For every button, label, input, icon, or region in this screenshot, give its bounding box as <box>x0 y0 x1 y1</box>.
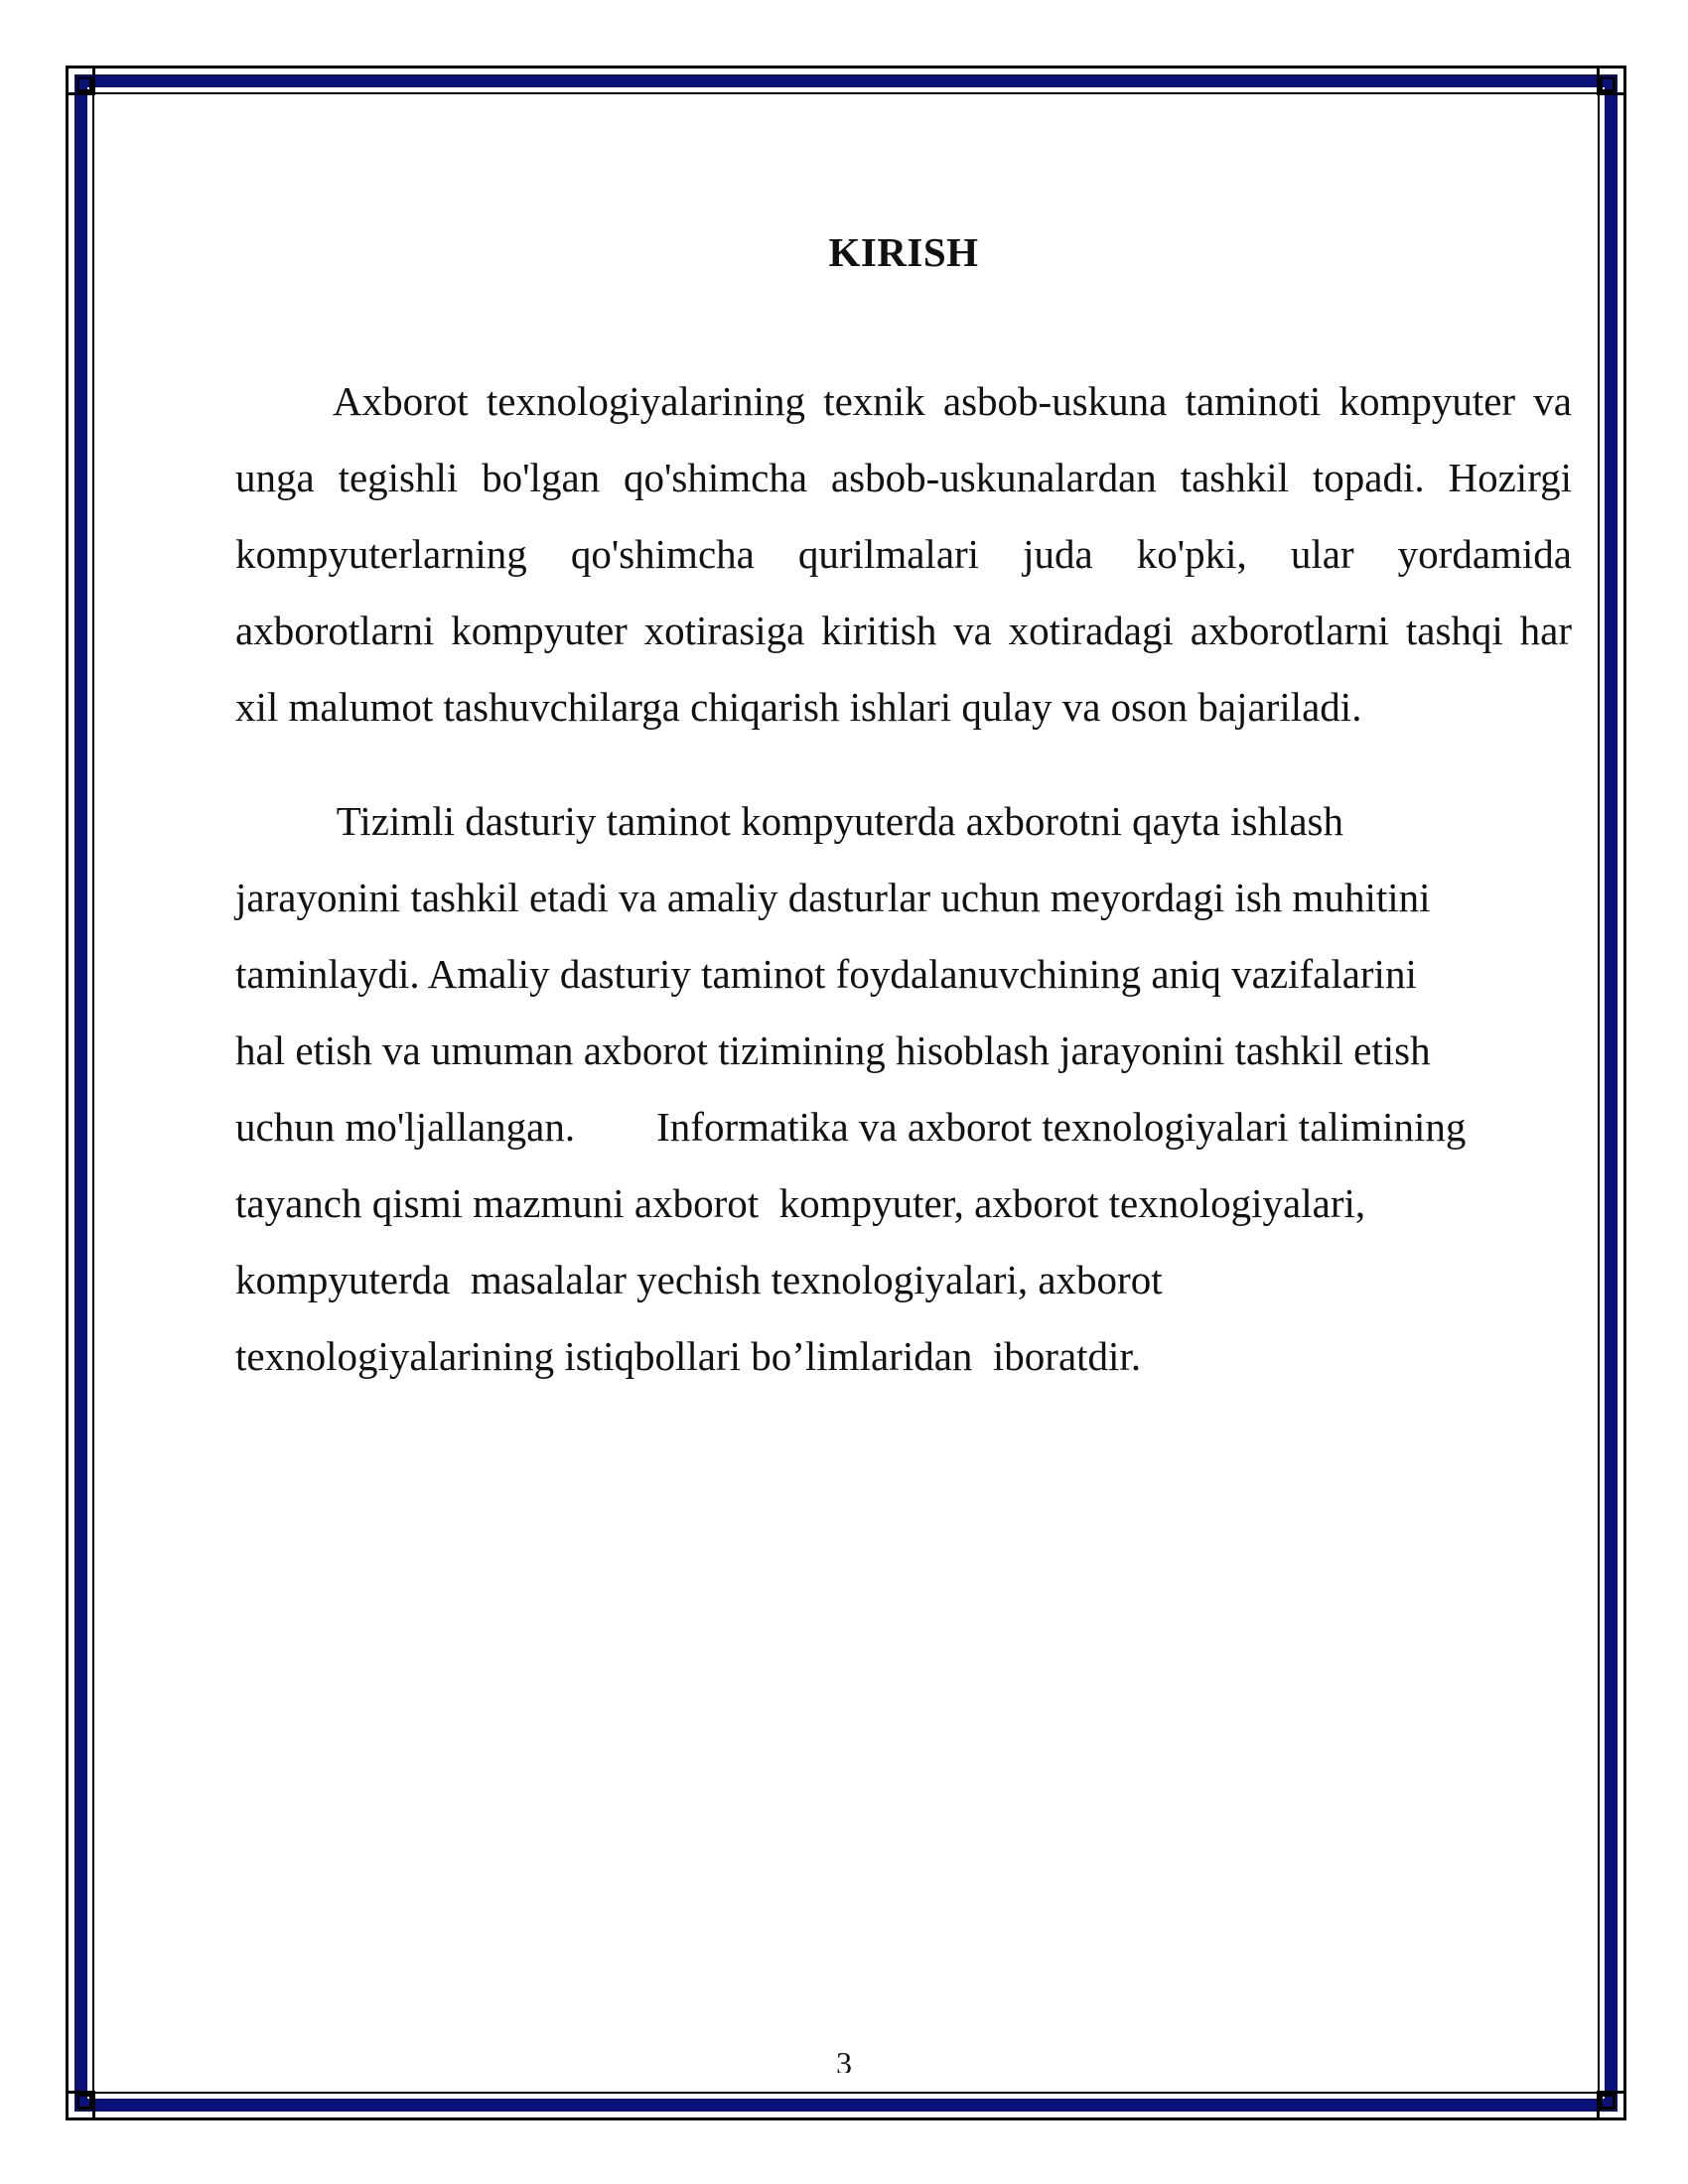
border-corner-bottom-right <box>1597 2091 1626 2120</box>
border-corner-top-left <box>66 66 95 95</box>
paragraph-2-line: uchun mo'ljallangan. Informatika va axborot texnologiyalari talimining <box>235 1104 1467 1150</box>
page-number: 3 <box>836 2045 852 2073</box>
page-title: KIRISH <box>828 229 979 275</box>
page-content <box>235 228 1572 1395</box>
border-corner-bottom-left <box>66 2091 95 2120</box>
paragraph-2-line: taminlaydi. Amaliy dasturiy taminot foydalanuvchining aniq vazifalarini <box>235 951 1417 997</box>
paragraph-2-line: texnologiyalarining istiqbollari bo’limlaridan iboratdir. <box>235 1333 1142 1379</box>
paragraph-2-line: hal etish va umuman axborot tizimining hisoblash jarayonini tashkil etish <box>235 1027 1431 1073</box>
paragraph-2-line: kompyuterda masalalar yechish texnologiyalari, axborot <box>235 1257 1163 1302</box>
paragraph-2-line: Tizimli dasturiy taminot kompyuterda axborotni qayta ishlash <box>235 798 1344 844</box>
paragraph-2 <box>235 783 1556 1395</box>
paragraph-1: Axborot texnologiyalarining texnik asbob-uskuna taminoti kompyuter va unga tegishli bo'lgan qo'shimcha asbob-uskunalardan tashkil topadi. Hozirgi kompyuterlarning qo'shimcha qurilmalari juda ko'pki, ular yordamida axborotlarni kompyuter xotirasiga kiritish va xotiradagi axborotlarni tashqi har xil malumot tashuvchilarga chiqarish ishlari qulay va oson bajariladi. <box>235 378 1572 730</box>
border-corner-top-right <box>1597 66 1626 95</box>
paragraph-2-line: jarayonini tashkil etadi va amaliy dasturlar uchun meyordagi ish muhitini <box>235 875 1431 920</box>
paragraph-2-line: tayanch qismi mazmuni axborot kompyuter, axborot texnologiyalari, <box>235 1180 1366 1226</box>
